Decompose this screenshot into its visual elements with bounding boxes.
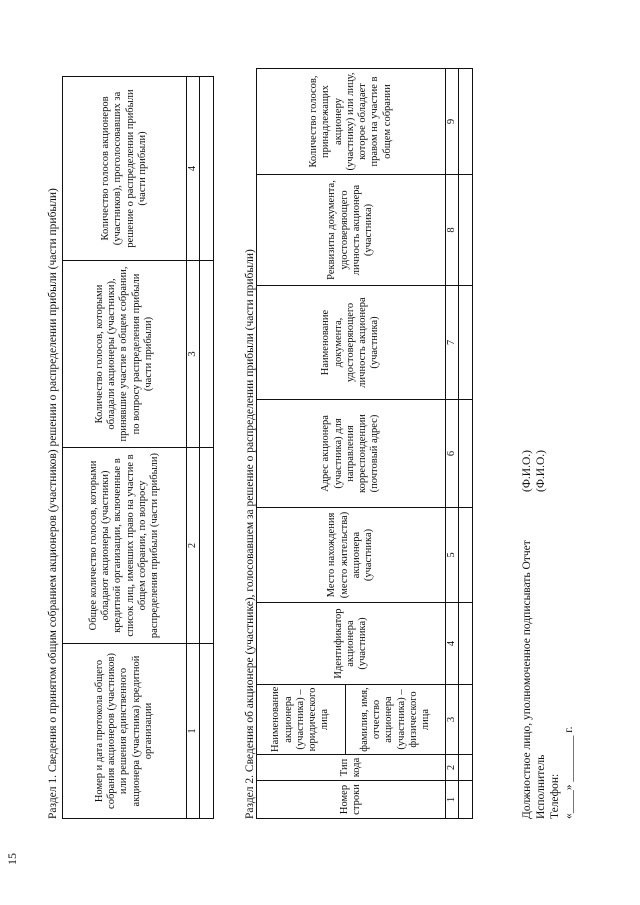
s2-empty-cell	[459, 508, 473, 603]
s1-header-votes-for: Количество голосов акционеров (участников), проголосовавших за решение о распределении прибыли (части прибыли)	[63, 77, 187, 261]
footer-executor: Исполнитель	[535, 754, 547, 819]
s2-empty-cell	[459, 175, 473, 286]
s2-header-row-number: Номер строки	[257, 781, 446, 819]
s2-header-name-legal: Наименование акционера (участника) – юридического лица	[257, 685, 346, 755]
s1-empty-cell	[200, 77, 214, 261]
s2-column-number: 6	[446, 400, 459, 508]
s1-column-number: 4	[187, 77, 200, 261]
s1-column-number: 2	[187, 448, 200, 644]
fio-executor: (Ф.И.О.)	[535, 450, 547, 492]
s2-empty-cell	[459, 286, 473, 400]
footer-official: Должностное лицо, уполномоченное подписывать Отчет	[521, 540, 533, 819]
s2-empty-cell	[459, 781, 473, 819]
s2-column-number: 4	[446, 603, 459, 685]
s2-header-votes: Количество голосов, принадлежащих акционеру (участнику) или лицу, которое обладает правом на участие в общем собрании	[257, 69, 446, 175]
footer-phone: Телефон:	[549, 773, 561, 819]
s2-column-number: 9	[446, 69, 459, 175]
s2-empty-cell	[459, 603, 473, 685]
s2-column-number: 5	[446, 508, 459, 603]
section1-title: Раздел 1. Сведения о принятом общим собранием акционеров (участников) решении о распределении прибыли (части прибыли)	[47, 188, 59, 819]
s1-column-number: 3	[187, 261, 200, 448]
section2-table	[256, 68, 473, 819]
s1-column-number: 1	[187, 644, 200, 819]
s2-header-document-details: Реквизиты документа, удостоверяющего личность акционера (участника)	[257, 175, 446, 286]
s2-header-location: Место нахождения (место жительства) акционера (участника)	[257, 508, 446, 603]
s2-header-address: Адрес акционера (участника) для направления корреспонденции (почтовый адрес)	[257, 400, 446, 508]
s2-column-number: 1	[446, 781, 459, 819]
s1-header-total-votes: Общее количество голосов, которыми обладают акционеры (участники) кредитной организации, включенные в список лиц, имевших право на участие в общем собрании, по вопросу распределения прибыли (части прибыли)	[63, 448, 187, 644]
s2-header-type-code: Тип кода	[257, 755, 446, 781]
s1-header-present-votes: Количество голосов, которыми обладали акционеры (участники), принявшие участие в общем собрании, по вопросу распределения прибыли (части прибыли)	[63, 261, 187, 448]
s1-empty-cell	[200, 448, 214, 644]
s2-empty-cell	[459, 685, 473, 755]
s1-empty-cell	[200, 261, 214, 448]
section1-table	[62, 76, 214, 819]
s2-empty-cell	[459, 400, 473, 508]
s2-empty-cell	[459, 755, 473, 781]
fio-official: (Ф.И.О.)	[521, 450, 533, 492]
s2-empty-cell	[459, 69, 473, 175]
s2-header-document-name: Наименование документа, удостоверяющего личность акционера (участника)	[257, 286, 446, 400]
s2-column-number: 8	[446, 175, 459, 286]
s2-column-number: 7	[446, 286, 459, 400]
s2-header-identifier: Идентификатор акционера (участника)	[257, 603, 446, 685]
s1-header-protocol: Номер и дата протокола общего собрания акционеров (участников) или решения единственного акционера (участника) кредитной организации	[63, 644, 187, 819]
s2-header-name-individual: фамилия, имя, отчество акционера (участника) – физического лица	[346, 685, 446, 755]
s1-empty-cell	[200, 644, 214, 819]
page-number: 15	[5, 853, 19, 865]
section2-title: Раздел 2. Сведения об акционере (участнике), голосовавшем за решение о распределении прибыли (части прибыли)	[244, 249, 256, 819]
footer-date-line: «____» ________ г.	[563, 726, 575, 819]
s2-column-number: 2	[446, 755, 459, 781]
s2-column-number: 3	[446, 685, 459, 755]
